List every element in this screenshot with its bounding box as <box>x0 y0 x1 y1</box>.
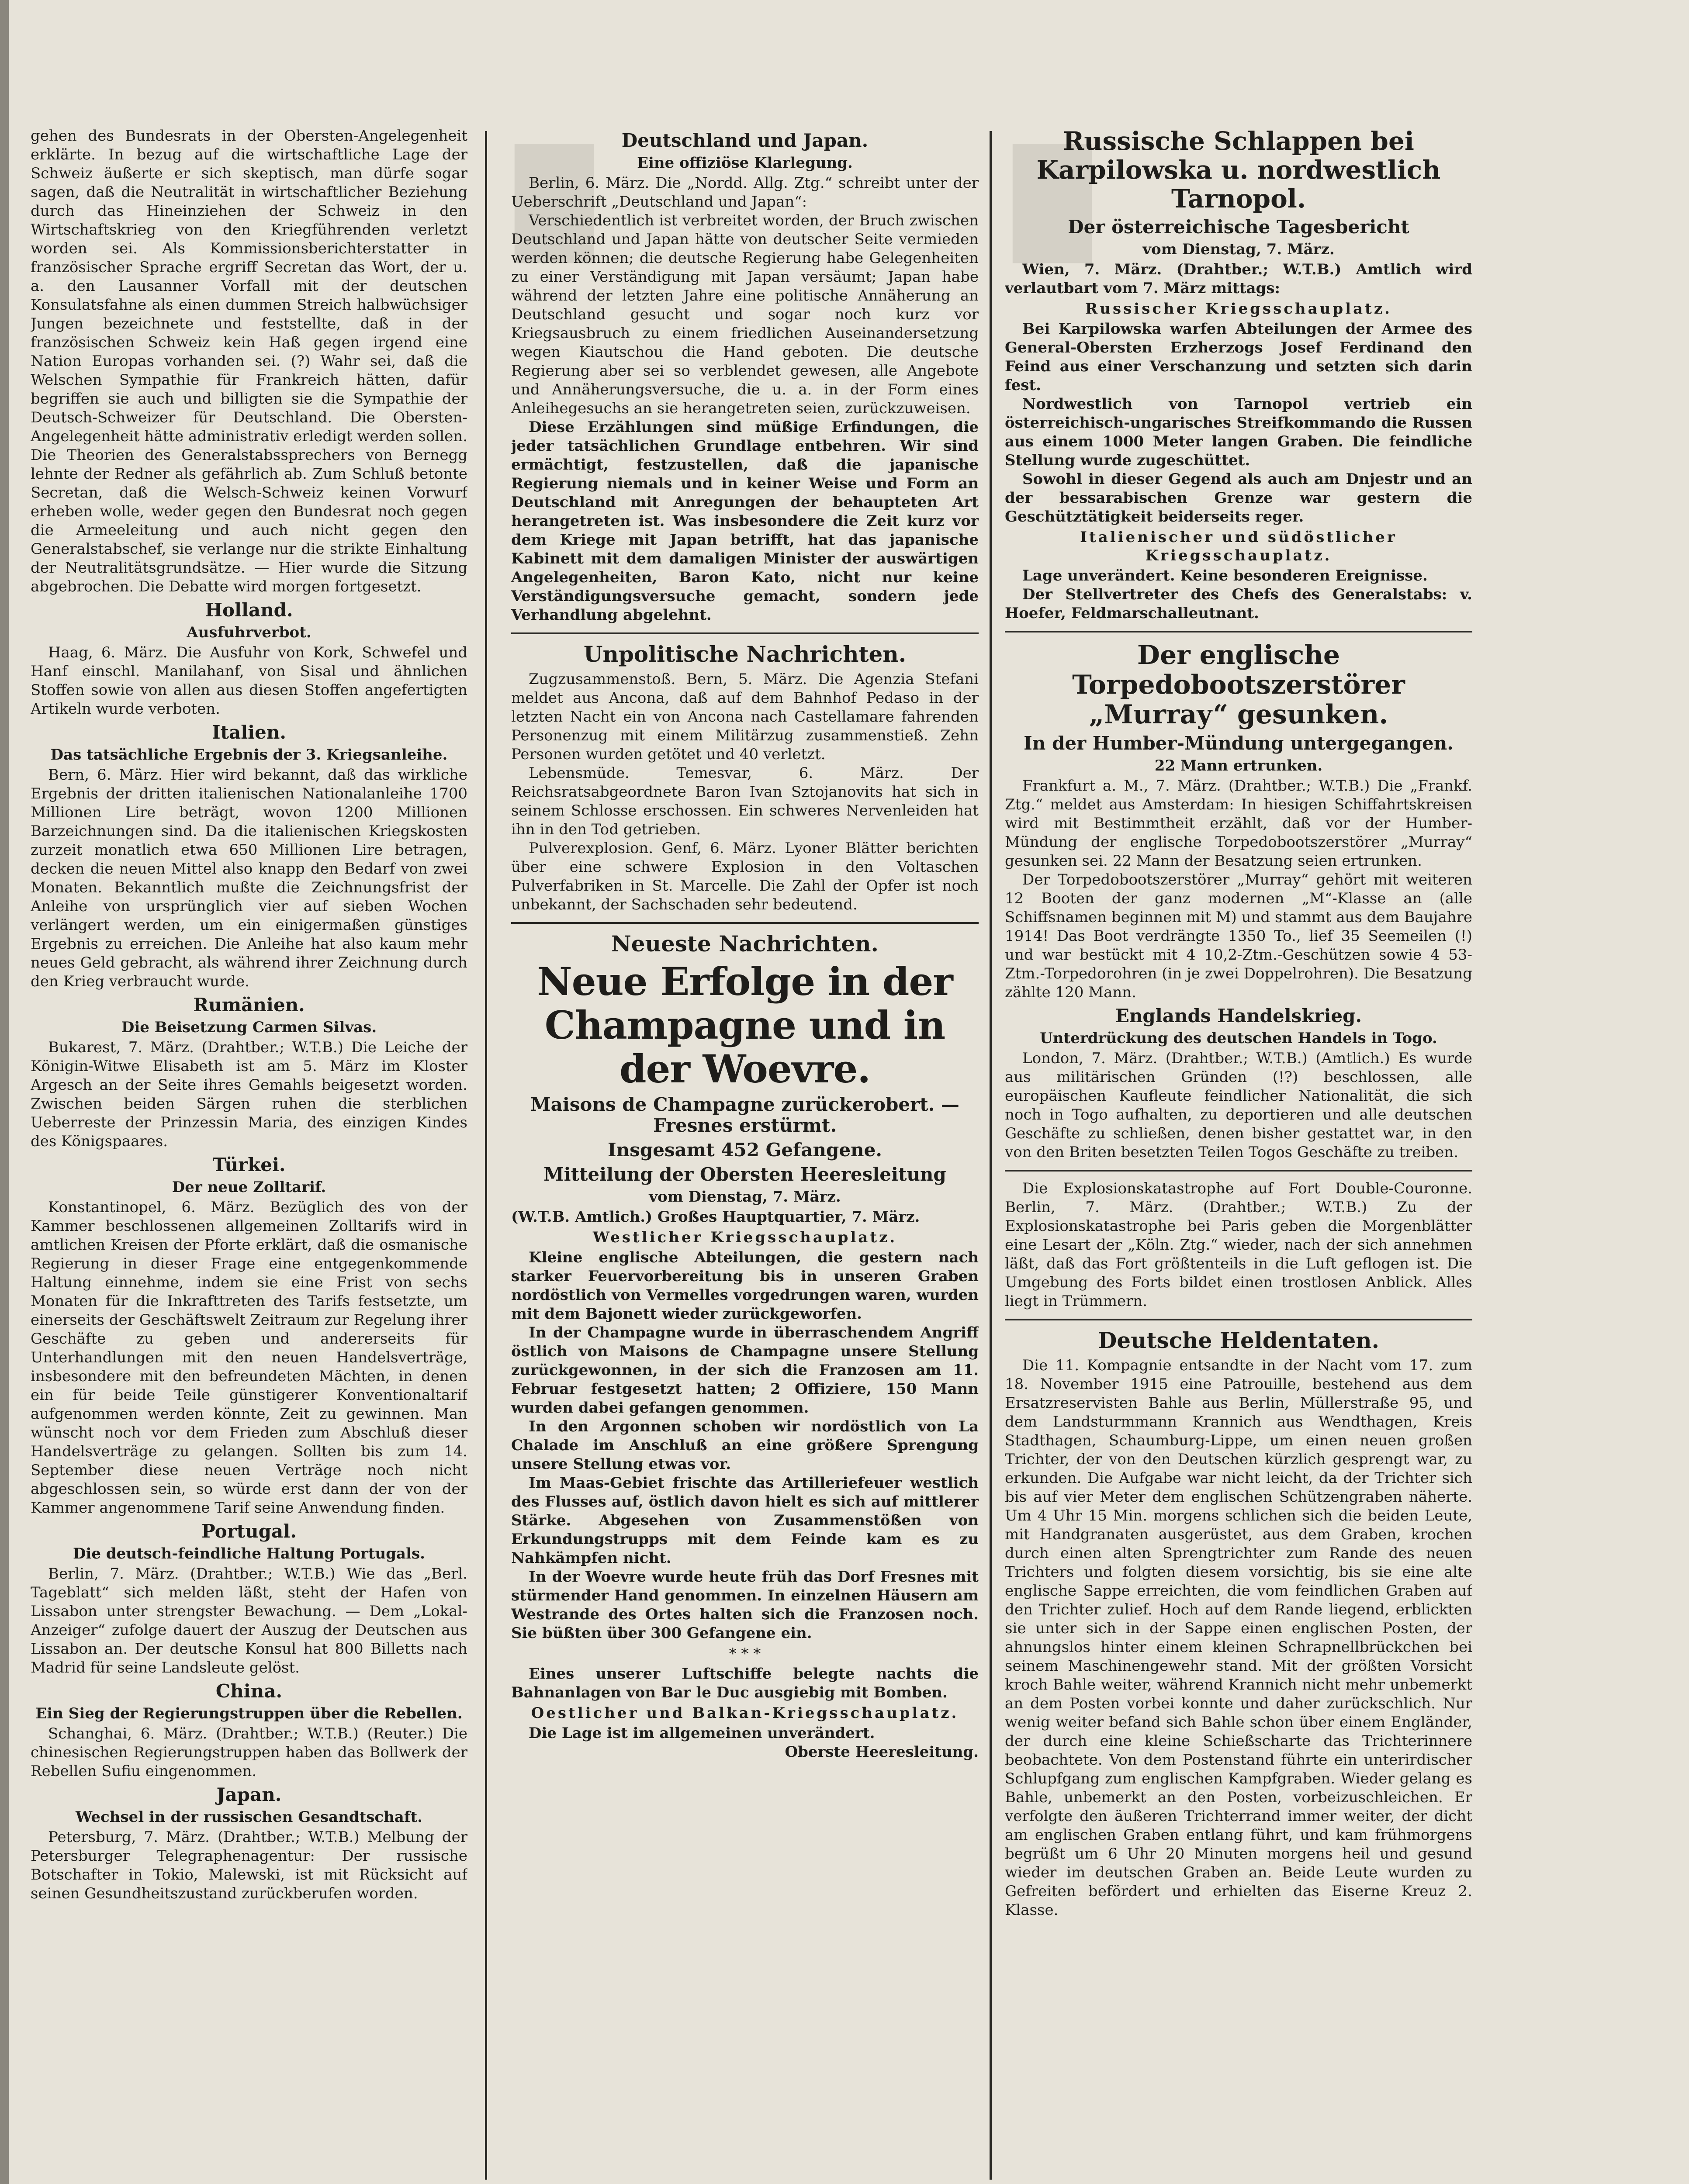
section-heading-tuerkei: Türkei. <box>212 1154 286 1175</box>
article-text: Kleine englische Abteilungen, die gestern nach starker Feuervorbereitung bis in unseren Graben nordöstlich von Vermelles vorgedrungen waren, wurden mit dem Bajonett wieder zurückgeworfen. <box>511 1249 979 1323</box>
separator-stars: * * * <box>729 1645 761 1662</box>
article-text: In der Champagne wurde in überraschendem Angriff östlich von Maisons de Champagne unsere Stellung zurückgewonnen, in der sich die Franzosen am 11. Februar festgesetzt hatten; 2 Offiziere, 150 Mann wurden dabei gefangen genommen. <box>511 1324 979 1417</box>
article-text: (W.T.B. Amtlich.) Großes Hauptquartier, 7. März. <box>511 1208 920 1226</box>
section-heading-japan: Japan. <box>216 1784 282 1805</box>
subheading: Wechsel in der russischen Gesandtschaft. <box>75 1808 422 1826</box>
article-text: In der Woevre wurde heute früh das Dorf Fresnes mit stürmender Hand genommen. In einzelnen Häusern am Westrande des Ortes halten sich die Franzosen noch. Sie büßten über 300 Gefangene ein. <box>511 1568 979 1642</box>
article-text: Diese Erzählungen sind müßige Erfindungen, die jeder tatsächlichen Grundlage entbehren. Wir sind ermächtigt, festzustellen, daß die japanische Regierung niemals und in keiner Weise und Form an Deutschland mit Anregungen der behaupteten Art herangetreten ist. Was insbesondere die Zeit kurz vor dem Kriege mit Japan betrifft, hat das japanische Kabinett mit dem damaligen Minister der auswärtigen Angelegenheiten, Baron Kato, nicht nur keine Verständigungsversuche gemacht, sondern jede Verhandlung abgelehnt. <box>511 418 979 624</box>
article-text: Die Lage ist im allgemeinen unverändert. <box>529 1724 875 1742</box>
subheading: Ausfuhrverbot. <box>187 624 311 641</box>
section-heading-portugal: Portugal. <box>201 1521 297 1542</box>
article-text: Zugzusammenstoß. Bern, 5. März. Die Agenzia Stefani meldet aus Ancona, daß auf dem Bahnhof Pedaso in der letzten Nacht ein von Ancona nach Castellamare fahrenden Personenzug mit einem Militärzug zusammenstieß. Zehn Personen wurden getötet und 40 verletzt. <box>511 670 979 763</box>
headline-deutschland-japan: Deutschland und Japan. <box>621 130 869 151</box>
section-rule <box>511 922 979 924</box>
headline-neueste-nachrichten: Neueste Nachrichten. <box>611 931 879 957</box>
subheadline: Insgesamt 452 Gefangene. <box>608 1139 882 1161</box>
article-text: Im Maas-Gebiet frischte das Artilleriefeuer westlich des Flusses auf, östlich davon hielt es sich auf mittlerer Stärke. Abgesehen von Zusammenstößen von Erkundungstrupps mit dem Feinde kam es zu Nahkämpfen nicht. <box>511 1474 979 1567</box>
headline-neue-erfolge: Neue Erfolge in der Champagne und in der Woevre. <box>537 959 953 1092</box>
subheading: Russischer Kriegsschauplatz. <box>1085 300 1392 318</box>
article-text: Berlin, 7. März. (Drahtber.; W.T.B.) Wie das „Berl. Tageblatt“ sich melden läßt, steht der Hafen von Lissabon unter strengster Bewachung. — Dem „Lokal-Anzeiger“ zufolge dauert der Auszug der Deutschen aus Lissabon an. Der deutsche Konsul hat 800 Billetts nach Madrid für seine Landsleute gelöst. <box>31 1565 467 1676</box>
section-heading-china: China. <box>215 1680 283 1702</box>
section-rule <box>1005 1170 1472 1171</box>
dateline: vom Dienstag, 7. März. <box>649 1188 841 1206</box>
page-binding-edge <box>0 0 9 2184</box>
article-text: Frankfurt a. M., 7. März. (Drahtber.; W.T.B.) Die „Frankf. Ztg.“ meldet aus Amsterdam: In hiesigen Schiffahrtskreisen wird mit Bestimmtheit erzählt, daß vor der Humber-Mündung der englische Torpedobootszerstörer „Murray“ gesunken sei. 22 Mann der Besatzung seien ertrunken. <box>1005 777 1472 870</box>
subheading: Der neue Zolltarif. <box>172 1178 326 1196</box>
subheadline: In der Humber-Mündung untergegangen. <box>1024 733 1454 754</box>
article-text: In den Argonnen schoben wir nordöstlich von La Chalade im Anschluß an eine größere Sprengung unsere Stellung etwas vor. <box>511 1418 979 1473</box>
article-text: Eines unserer Luftschiffe belegte nachts die Bahnanlagen von Bar le Duc ausgiebig mit Bomben. <box>511 1665 979 1701</box>
subheading: Die deutsch-feindliche Haltung Portugals. <box>73 1545 425 1562</box>
article-text: Der Torpedobootszerstörer „Murray“ gehört mit weiteren 12 Booten der ganz modernen „M“-Klasse an (alle Schiffsnamen beginnen mit M) und stammt aus dem Baujahre 1914! Das Boot verdrängte 1350 To., lief 35 Seemeilen (!) und war bestückt mit 4 10,2-Ztm.-Geschützen sowie 4 53-Ztm.-Torpedorohren (in je zwei Doppelrohren). Die Besatzung zählte 120 Mann. <box>1005 871 1472 1001</box>
headline-englands-handelskrieg: Englands Handelskrieg. <box>1115 1005 1362 1026</box>
subheading: Oestlicher und Balkan-Kriegsschauplatz. <box>531 1704 959 1722</box>
subheading: Ein Sieg der Regierungstruppen über die Rebellen. <box>35 1705 463 1722</box>
article-text: gehen des Bundesrats in der Obersten-Angelegenheit erklärte. In bezug auf die wirtschaftliche Lage der Schweiz äußerte er sich skeptisch, man dürfe sogar sagen, daß die Neutralität in wirtschaftlicher Beziehung durch das Hineinziehen der Schweiz in den Wirtschaftskrieg von den Kriegführenden verletzt worden sei. Als Kommissionsberichterstatter in französischer Sprache ergriff Secretan das Wort, der u. a. den Lausanner Vorfall mit der deutschen Konsulatsfahne als einen dummen Streich halbwüchsiger Jungen bezeichnete und feststellte, daß in der französischen Schweiz kein Haß gegen irgend eine Nation Europas vorhanden sei. (?) Wahr sei, daß die Welschen Sympathie für Frankreich hätten, dafür begriffen sie auch und billigten sie die Sympathie der Deutsch-Schweizer für Deutschland. Die Obersten-Angelegenheit hätte administrativ erledigt werden sollen. Die Theorien des Generalstabssprechers von Bernegg lehnte der Redner als gefährlich ab. Zum Schluß betonte Secretan, daß die Welsch-Schweiz keinen Vorwurf erheben wolle, weder gegen den Bundesrat noch gegen die Armeeleitung und auch nicht gegen den Generalstabschef, sie verlange nur die strikte Einhaltung der Neutralitätsgrundsätze. — Hier wurde die Sitzung abgebrochen. Die Debatte wird morgen fortgesetzt. <box>31 127 467 595</box>
section-heading-italien: Italien. <box>211 722 287 743</box>
article-text: Bukarest, 7. März. (Drahtber.; W.T.B.) Die Leiche der Königin-Witwe Elisabeth ist am 5. März im Kloster Argesch an der Seite ihres Gemahls beigesetzt worden. Zwischen beiden Särgen ruhen die sterblichen Ueberreste der Prinzessin Maria, des einzigen Kindes des Königspaares. <box>31 1039 467 1150</box>
article-text: Lebensmüde. Temesvar, 6. März. Der Reichsratsabgeordnete Baron Ivan Sztojanovits hat sich in seinem Schlosse erschossen. Ein schweres Nervenleiden hat ihn in den Tod getrieben. <box>511 764 979 838</box>
column-rule <box>990 131 992 2180</box>
article-text: Sowohl in dieser Gegend als auch am Dnjestr und an der bessarabischen Grenze war gestern die Geschütztätigkeit beiderseits reger. <box>1005 470 1472 525</box>
article-text: Verschiedentlich ist verbreitet worden, der Bruch zwischen Deutschland und Japan hätte von deutscher Seite vermieden werden können; die deutsche Regierung habe Gelegenheiten zu einer Verständigung mit Japan versäumt; Japan habe während der letzten Jahre eine politische Annäherung an Deutschland gesucht und sogar noch kurz vor Kriegsausbruch zu einem friedlichen Auseinandersetzung wegen Kiautschou die Hand geboten. Die deutsche Regierung aber sei so verblendet gewesen, alle Angebote und Annäherungsversuche, die u. a. in der Form eines Anleihegesuchs an sie herangetreten seien, zurückzuweisen. <box>511 212 979 417</box>
signature: Oberste Heeresleitung. <box>785 1743 979 1761</box>
subheading: 22 Mann ertrunken. <box>1154 757 1323 774</box>
headline-deutsche-heldentaten: Deutsche Heldentaten. <box>1097 1327 1380 1353</box>
subheading: Das tatsächliche Ergebnis der 3. Kriegsanleihe. <box>50 746 448 764</box>
subheadline: Maisons de Champagne zurückerobert. — Fresnes erstürmt. <box>530 1094 959 1136</box>
section-rule <box>1005 631 1472 632</box>
article-text: Bei Karpilowska warfen Abteilungen der Armee des General-Obersten Erzherzogs Josef Ferdinand den Feind aus einer Verschanzung und setzten sich darin fest. <box>1005 320 1472 394</box>
column-left <box>31 127 467 2180</box>
subheading: Unterdrückung des deutschen Handels in Togo. <box>1040 1030 1437 1047</box>
column-middle <box>511 127 979 2180</box>
section-rule <box>1005 1319 1472 1320</box>
article-text: London, 7. März. (Drahtber.; W.T.B.) (Amtlich.) Es wurde aus militärischen Gründen (!?) beschlossen, alle europäischen Kaufleute feindlicher Nationalität, die sich noch in Togo aufhalten, zu deportieren und alle deutschen Geschäfte zu schließen, denen bisher gestattet war, in den von den Briten besetzten Teilen Togos Geschäfte zu treiben. <box>1005 1050 1472 1161</box>
subheading: Eine offiziöse Klarlegung. <box>637 154 853 172</box>
column-rule <box>485 131 487 2180</box>
subheading: Italienischer und südöstlicher Kriegsschauplatz. <box>1080 529 1397 564</box>
article-text: Haag, 6. März. Die Ausfuhr von Kork, Schwefel und Hanf einschl. Manilahanf, von Sisal und ähnlichen Stoffen sowie von allen aus diesen Stoffen angefertigten Artikeln wurde verboten. <box>31 644 467 718</box>
article-text: Der Stellvertreter des Chefs des Generalstabs: v. Hoefer, Feldmarschalleutnant. <box>1005 586 1472 622</box>
headline-torpedobootszerstoerer: Der englische Torpedobootszerstörer „Murray“ gesunken. <box>1072 640 1405 730</box>
article-text: Berlin, 6. März. Die „Nordd. Allg. Ztg.“ schreibt unter der Ueberschrift „Deutschland und Japan“: <box>511 174 979 211</box>
bleed-through-decoration: █ <box>516 144 593 262</box>
article-text: Wien, 7. März. (Drahtber.; W.T.B.) Amtlich wird verlautbart vom 7. März mittags: <box>1005 261 1472 297</box>
column-right <box>1005 127 1472 2180</box>
article-text: Nordwestlich von Tarnopol vertrieb ein österreichisch-ungarisches Streifkommando die Russen aus einem 1000 Meter langen Graben. Die feindliche Stellung wurde zugeschüttet. <box>1005 395 1472 469</box>
subheading: Die Beisetzung Carmen Silvas. <box>121 1019 377 1036</box>
dateline: vom Dienstag, 7. März. <box>1142 241 1335 258</box>
article-text: Schanghai, 6. März. (Drahtber.; W.T.B.) (Reuter.) Die chinesischen Regierungstruppen haben das Bollwerk der Rebellen Sufiu eingenommen. <box>31 1725 467 1780</box>
article-text: Die Explosionskatastrophe auf Fort Double-Couronne. Berlin, 7. März. (Drahtber.; W.T.B.) Zu der Explosionskatastrophe bei Paris geben die Morgenblätter eine Lesart der „Köln. Ztg.“ wieder, nach der sich annehmen läßt, daß das Fort größtenteils in die Luft geflogen ist. Die Umgebung des Forts bildet einen trostlosen Anblick. Alles liegt in Trümmern. <box>1005 1180 1472 1310</box>
article-text: Pulverexplosion. Genf, 6. März. Lyoner Blätter berichten über eine schwere Explosion in den Voltaschen Pulverfabriken in St. Marcelle. Die Zahl der Opfer ist noch unbekannt, der Sachschaden sehr bedeutend. <box>511 840 979 913</box>
headline-unpolitische-nachrichten: Unpolitische Nachrichten. <box>583 641 907 667</box>
bleed-through-decoration: █ <box>1014 144 1091 262</box>
article-text: Bern, 6. März. Hier wird bekannt, daß das wirkliche Ergebnis der dritten italienischen Nationalanleihe 1700 Millionen Lire beträgt, wovon 1200 Millionen Barzeichnungen sind. Da die italienischen Kriegskosten zurzeit monatlich etwa 650 Millionen Lire betragen, decken die neuen Mittel also knapp den Bedarf von zwei Monaten. Bekanntlich mußte die Zeichnungsfrist der Anleihe von ursprünglich vier auf sieben Wochen verlängert werden, um ein einigermaßen günstiges Ergebnis zu erreichen. Die Anleihe hat also kaum mehr neues Geld gebracht, als während ihrer Zeichnung durch den Krieg verbraucht wurde. <box>31 766 467 990</box>
article-text: Lage unverändert. Keine besonderen Ereignisse. <box>1022 567 1428 584</box>
subheadline: Mitteilung der Obersten Heeresleitung <box>543 1164 946 1185</box>
article-text: Petersburg, 7. März. (Drahtber.; W.T.B.) Melbung der Petersburger Telegraphenagentur: Der russische Botschafter in Tokio, Malewski, ist mit Rücksicht auf seinen Gesundheitszustand zurückberufen worden. <box>31 1828 467 1902</box>
article-text: Konstantinopel, 6. März. Bezüglich des von der Kammer beschlossenen allgemeinen Zolltarifs wird in amtlichen Kreisen der Pforte erklärt, daß die osmanische Regierung in dieser Frage eine entgegenkommende Haltung einnehme, indem sie eine Frist von sechs Monaten für die Inkrafttreten des Tarifs festsetzte, um einerseits der Geschäftswelt Zeitraum zur Regelung ihrer Geschäfte zu geben und andererseits für Unterhandlungen mit den neuen Handelsverträge, insbesondere mit den befreundeten Mächten, in denen ein für beide Teile günstigerer Konventionaltarif aufgenommen werden könnte, Zeit zu gewinnen. Man wünscht noch vor dem Frieden zum Abschluß dieser Handelsverträge zu gelangen. Sollten bis zum 14. September diese neuen Verträge noch nicht abgeschlossen sein, so würde erst dann der von der Kammer angenommene Tarif seine Anwendung finden. <box>31 1199 467 1517</box>
subheadline: Der österreichische Tagesbericht <box>1068 216 1409 238</box>
article-text: Die 11. Kompagnie entsandte in der Nacht vom 17. zum 18. November 1915 eine Patrouille, bestehend aus dem Ersatzreservisten Bahle aus Berlin, Müllerstraße 95, und dem Landsturmmann Krannich aus Wendthagen, Kreis Stadthagen, Schaumburg-Lippe, um einen neuen großen Trichter, der von den Deutschen kürzlich gesprengt war, zu erkunden. Die Aufgabe war nicht leicht, da der Trichter sich bis auf vier Meter dem englischen Schützengraben näherte. Um 4 Uhr 15 Min. morgens schlichen sich die beiden Leute, mit Handgranaten ausgerüstet, aus dem Graben, krochen durch einen alten Sprengtrichter zum Rande des neuen Trichters und folgten diesem vorsichtig, bis sie eine alte englische Sappe erreichten, die vom feindlichen Graben auf den Trichter zulief. Hoch auf dem Rande liegend, erblickten sie unter sich in der Sappe einen englischen Posten, der ahnungslos hinter einem kleinen Schrapnellbrückchen bei seinem Maschinengewehr stand. Mit der größten Vorsicht kroch Bahle weiter, während Krannich nicht mehr unbemerkt an dem Posten vorbei konnte und daher zurückschlich. Nur wenig weiter befand sich Bahle schon über einem Engländer, der durch eine kleine Schießscharte das Trichterinnere beobachtete. Von dem Postenstand führte ein unterirdischer Schlupfgang zum englischen Kampfgraben. Wieder gelang es Bahle, unbemerkt an den Posten, vorbeizuschleichen. Er verfolgte den äußeren Trichterrand immer weiter, der dicht am englischen Graben entlang führt, und kam frühmorgens begrüßt um 6 Uhr 20 Minuten morgens heil und gesund wieder im deutschen Graben an. Beide Leute wurden zu Gefreiten befördert und erhielten das Eiserne Kreuz 2. Klasse. <box>1005 1357 1472 1919</box>
section-heading-holland: Holland. <box>205 599 293 621</box>
subheading: Westlicher Kriegsschauplatz. <box>592 1229 897 1246</box>
section-heading-rumaenien: Rumänien. <box>193 994 305 1016</box>
headline-russische-schlappen: Russische Schlappen bei Karpilowska u. nordwestlich Tarnopol. <box>1036 127 1441 214</box>
section-rule <box>511 632 979 634</box>
